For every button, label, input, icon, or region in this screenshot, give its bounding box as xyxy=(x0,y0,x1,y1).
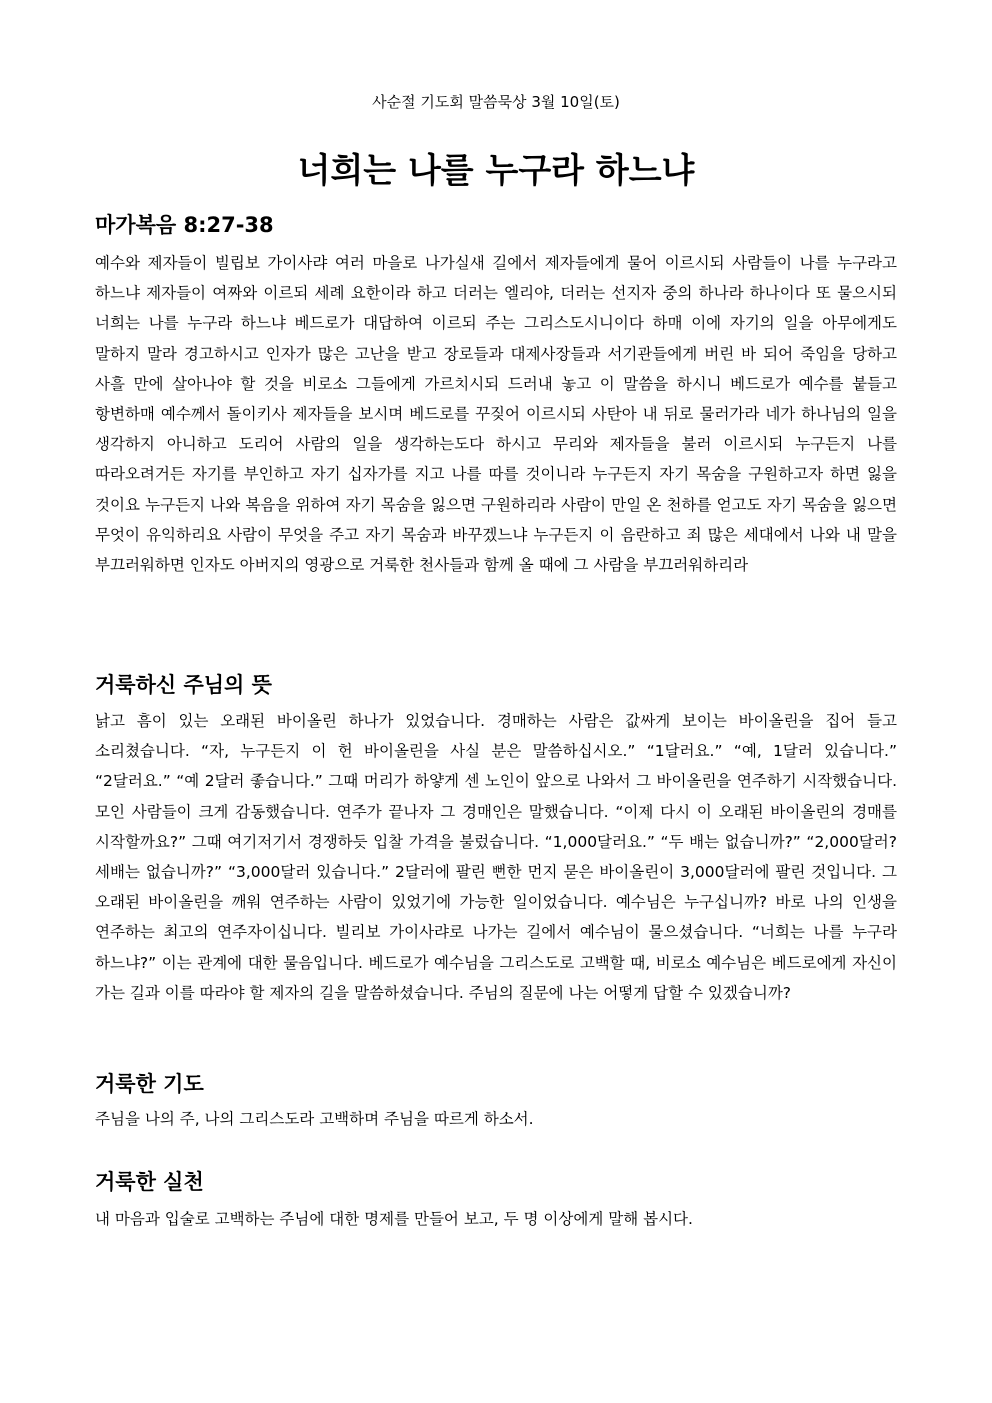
meditation-heading: 거룩하신 주님의 뜻 xyxy=(95,673,272,697)
prayer-text: 주님을 나의 주, 나의 그리스도라 고백하며 주님을 따르게 하소서. xyxy=(95,1110,534,1128)
practice-heading: 거룩한 실천 xyxy=(95,1170,204,1194)
scripture-text: 예수와 제자들이 빌립보 가이사랴 여러 마을로 나가실새 길에서 제자들에게 물어 이르시되 사람들이 나를 누구라고 하느냐 제자들이 여짜와 이르되 세례 요한이라 하고 더러는 엘리야, 더러는 선지자 중의 하나라 하나이다 또 물으시되 너희는 나를 누구라 하느냐 베드로가 대답하여 이르되 주는 그리스도시니이다 하매 이에 자기의 일을 아무에게도 말하지 말라 경고하시고 인자가 많은 고난을 받고 장로들과 대제사장들과 서기관들에게 버린 바 되어 죽임을 당하고 사흘 만에 살아나야 할 것을 비로소 그들에게 가르치시되 드러내 놓고 이 말씀을 하시니 베드로가 예수를 붙들고 항변하매 예수께서 돌이키사 제자들을 보시며 베드로를 꾸짖어 이르시되 사탄아 내 뒤로 물러가라 네가 하나님의 일을 생각하지 아니하고 도리어 사람의 일을 생각하는도다 하시고 무리와 제자들을 불러 이르시되 누구든지 나를 따라오려거든 자기를 부인하고 자기 십자가를 지고 나를 따를 것이니라 누구든지 자기 목숨을 구원하고자 하면 잃을 것이요 누구든지 나와 복음을 위하여 자기 목숨을 잃으면 구원하리라 사람이 만일 온 천하를 얻고도 자기 목숨을 잃으면 무엇이 유익하리요 사람이 무엇을 주고 자기 목숨과 바꾸겠느냐 누구든지 이 음란하고 죄 많은 세대에서 나와 내 말을 부끄러워하면 인자도 아버지의 영광으로 거룩한 천사들과 함께 올 때에 그 사람을 부끄러워하리라 xyxy=(95,254,897,575)
document-title: 너희는 나를 누구라 하느냐 xyxy=(297,151,695,191)
document-subtitle: 사순절 기도회 말씀묵상 3월 10일(토) xyxy=(372,93,620,111)
scripture-heading: 마가복음 8:27-38 xyxy=(95,213,274,237)
prayer-heading: 거룩한 기도 xyxy=(95,1072,204,1096)
practice-text: 내 마음과 입술로 고백하는 주님에 대한 명제를 만들어 보고, 두 명 이상에게 말해 봅시다. xyxy=(95,1210,693,1228)
meditation-text: 낡고 흠이 있는 오래된 바이올린 하나가 있었습니다. 경매하는 사람은 값싸게 보이는 바이올린을 집어 들고 소리쳤습니다. “자, 누구든지 이 헌 바이올린을 사실 분은 말씀하십시오.” “1달러요.” “예, 1달러 있습니다.” “2달러요.” “예 2달러 좋습니다.” 그때 머리가 하얗게 센 노인이 앞으로 나와서 그 바이올린을 연주하기 시작했습니다. 모인 사람들이 크게 감동했습니다. 연주가 끝나자 그 경매인은 말했습니다. “이제 다시 이 오래된 바이올린의 경매를 시작할까요?” 그때 여기저기서 경쟁하듯 입찰 가격을 불렀습니다. “1,000달러요.” “두 배는 없습니까?” “2,000달러? 세배는 없습니까?” “3,000달러 있습니다.” 2달러에 팔린 뻔한 먼지 묻은 바이올린이 3,000달러에 팔린 것입니다. 그 오래된 바이올린을 깨워 연주하는 사람이 있었기에 가능한 일이었습니다. 예수님은 누구십니까? 바로 나의 인생을 연주하는 최고의 연주자이십니다. 빌리보 가이사랴로 나가는 길에서 예수님이 물으셨습니다. “너희는 나를 누구라 하느냐?” 이는 관계에 대한 물음입니다. 베드로가 예수님을 그리스도로 고백할 때, 비로소 예수님은 베드로에게 자신이 가는 길과 이를 따라야 할 제자의 길을 말씀하셨습니다. 주님의 질문에 나는 어떻게 답할 수 있겠습니까? xyxy=(95,712,897,1002)
